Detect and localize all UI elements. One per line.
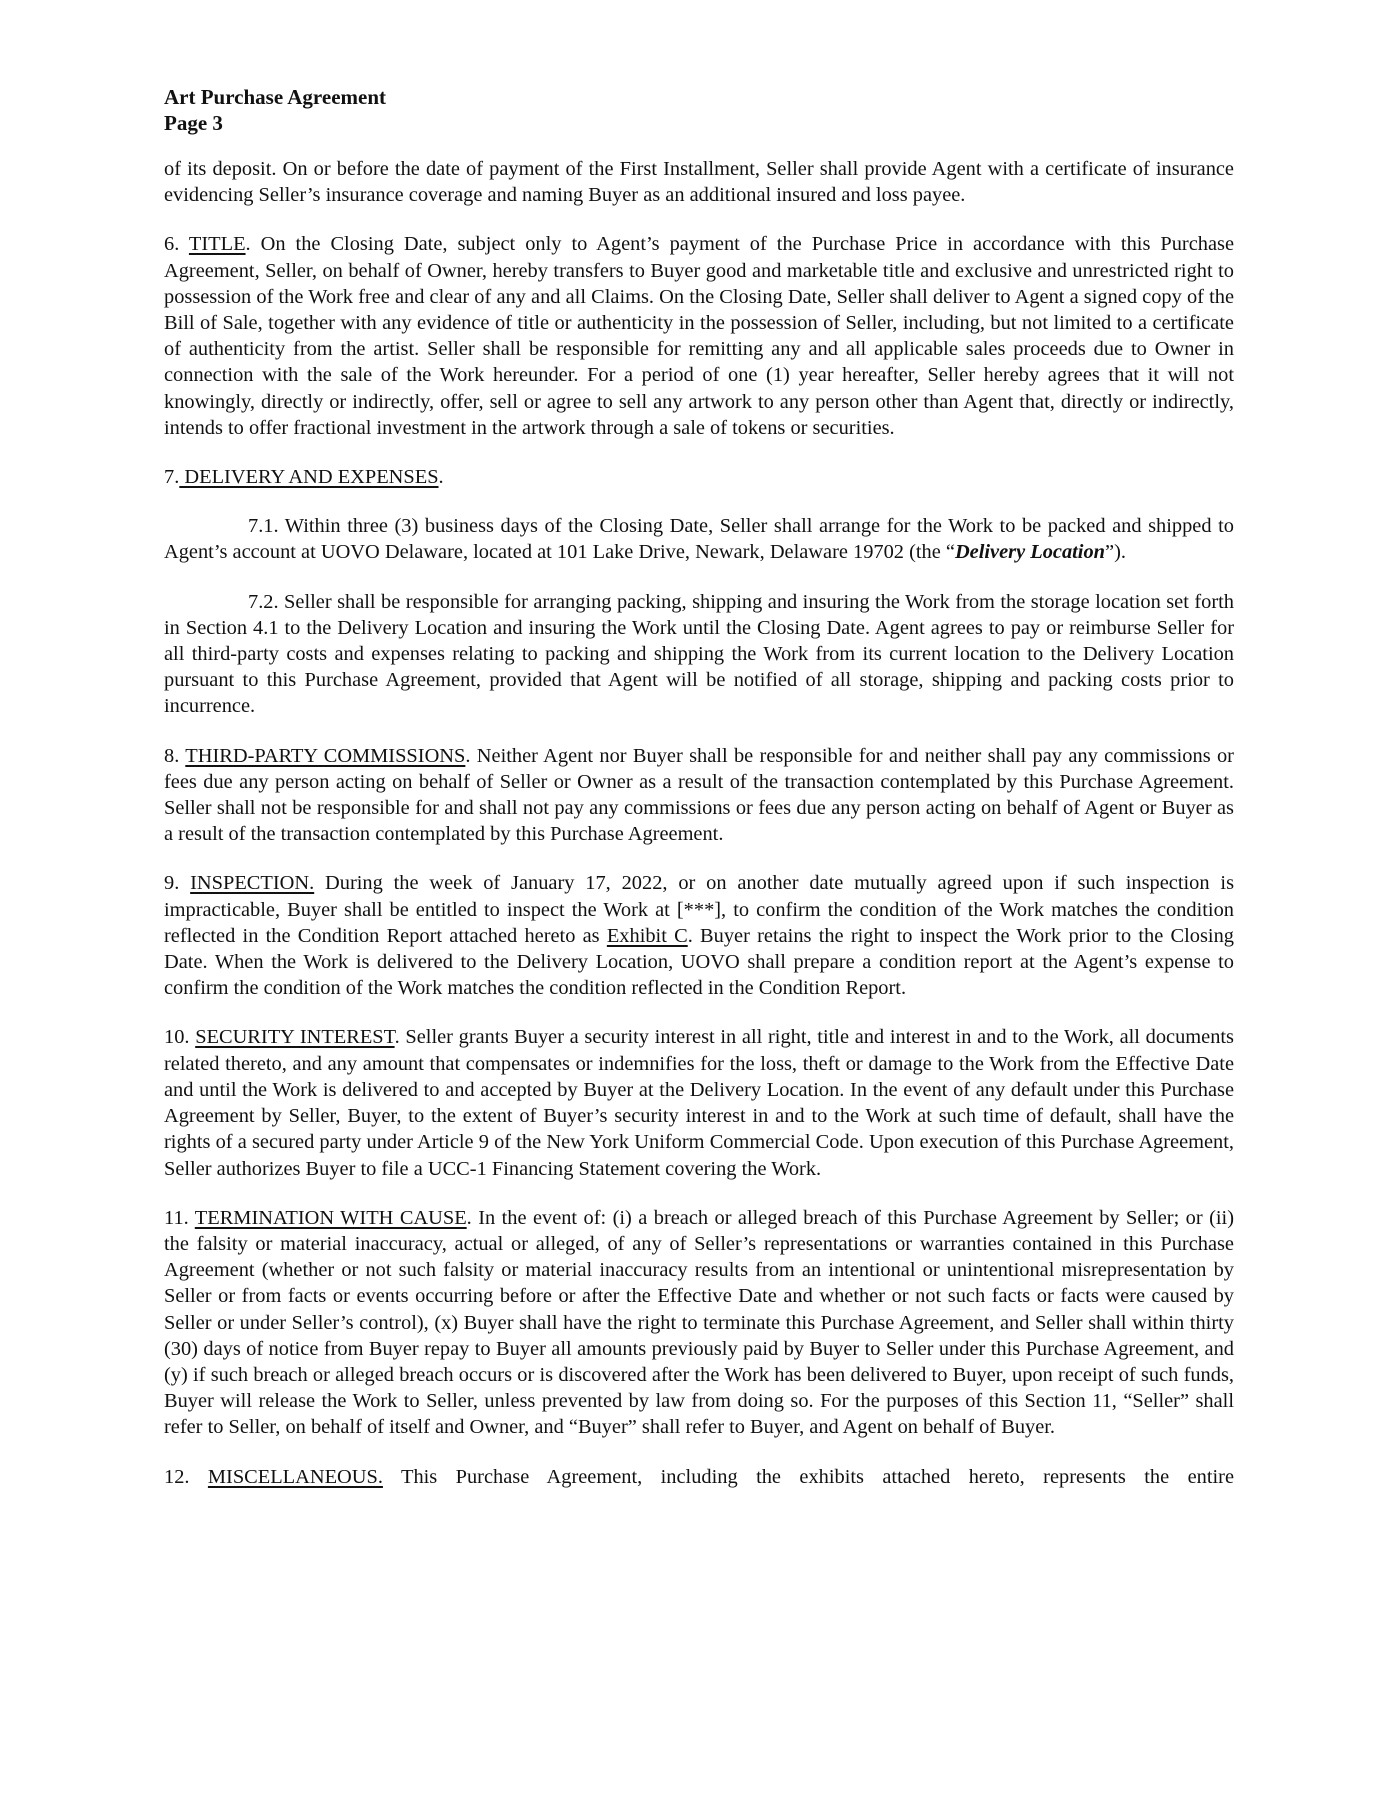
section-10-security-interest xyxy=(164,1024,1234,1181)
section-text: . In the event of: (i) a breach or alleged breach of this Purchase Agreement by Seller; or (ii) the falsity or material inaccuracy, actual or alleged, of any of Seller’s representations or warranties contained in this Purchase Agreement (whether or not such falsity or material inaccuracy results from an intentional or unintentional misrepresentation by Seller or from facts or events occurring before or after the Effective Date and whether or not such facts or facts were caused by Seller or under Seller’s control), (x) Buyer shall have the right to terminate this Purchase Agreement, and Seller shall within thirty (30) days of notice from Buyer repay to Buyer all amounts previously paid by Buyer to Seller under this Purchase Agreement, and (y) if such breach or alleged breach occurs or is discovered after the Work has been delivered to Buyer, upon receipt of such funds, Buyer will release the Work to Seller, unless prevented by law from doing so. For the purposes of this Section 11, “Seller” shall refer to Seller, on behalf of itself and Owner, and “Buyer” shall refer to Buyer, and Agent on behalf of Buyer. xyxy=(164,1206,1234,1439)
continued-text: of its deposit. On or before the date of payment of the First Installment, Seller shall provide Agent with a certificate of insurance evidencing Seller’s insurance coverage and naming Buyer as an additional insured and loss payee. xyxy=(164,158,1234,207)
section-text-continued: . Buyer retains the right to inspect the Work prior to the Closing Date. When the Work is delivered to the Delivery Location, UOVO shall prepare a condition report at the Agent’s expense to confirm the condition of the Work matches the condition reflected in the Condition Report. xyxy=(164,924,1234,1000)
section-text: . On the Closing Date, subject only to Agent’s payment of the Purchase Price in accordance with this Purchase Agreement, Seller, on behalf of Owner, hereby transfers to Buyer good and marketable title and exclusive and unrestricted right to possession of the Work free and clear of any and all Claims. On the Closing Date, Seller shall deliver to Agent a signed copy of the Bill of Sale, together with any evidence of title or authenticity in the possession of Seller, including, but not limited to a certificate of authenticity from the artist. Seller shall be responsible for remitting any and all applicable sales proceeds due to Owner in connection with the sale of the Work hereunder. For a period of one (1) year hereafter, Seller hereby agrees that it will not knowingly, directly or indirectly, offer, sell or agree to sell any artwork to any person other than Agent that, directly or indirectly, intends to offer fractional investment in the artwork through a sale of tokens or securities. xyxy=(164,233,1234,439)
section-number: 6. xyxy=(164,233,189,256)
continued-paragraph xyxy=(164,156,1234,208)
section-heading: TERMINATION WITH CAUSE xyxy=(194,1206,467,1229)
document-title: Art Purchase Agreement xyxy=(164,85,386,109)
page-header xyxy=(164,84,1234,136)
section-heading: SECURITY INTEREST xyxy=(195,1026,395,1049)
section-heading: THIRD-PARTY COMMISSIONS xyxy=(185,744,466,767)
section-6-title xyxy=(164,231,1234,441)
section-number: 8. xyxy=(164,744,186,767)
section-text: During the week of January 17, 2022, or on another date mutually agreed upon if such inspection is impracticable, Buyer shall be entitled to inspect the Work at [***], to confirm the condition of the Work matches the condition reflected in the Condition Report attached hereto as xyxy=(164,872,1235,947)
section-text: . xyxy=(438,466,444,489)
section-heading: MISCELLANEOUS. xyxy=(207,1465,383,1488)
section-number: 7. xyxy=(164,466,180,489)
section-7-2 xyxy=(164,589,1234,720)
document-page xyxy=(164,84,1234,1513)
section-7-delivery-expenses xyxy=(164,464,1234,490)
page-number: Page 3 xyxy=(164,111,223,135)
section-number: 10. xyxy=(164,1026,196,1049)
section-text: . Seller grants Buyer a security interest in all right, title and interest in and to the Work, all documents related thereto, and any amount that compensates or indemnifies for the loss, theft or damage to the Work from the Effective Date and until the Work is delivered to and accepted by Buyer at the Delivery Location. In the event of any default under this Purchase Agreement by Seller, Buyer, to the extent of Buyer’s security interest in and to the Work at such time of default, shall have the rights of a secured party under Article 9 of the New York Uniform Commercial Code. Upon execution of this Purchase Agreement, Seller authorizes Buyer to file a UCC-1 Financing Statement covering the Work. xyxy=(164,1026,1234,1180)
section-number: 9. xyxy=(164,872,191,895)
section-11-termination-with-cause xyxy=(164,1205,1234,1441)
section-heading: DELIVERY AND EXPENSES xyxy=(179,466,439,489)
section-text: This Purchase Agreement, including the exhibits attached hereto, represents the entire xyxy=(382,1465,1234,1488)
section-7-1 xyxy=(164,513,1234,565)
section-text: 7.2. Seller shall be responsible for arranging packing, shipping and insuring the Work from the storage location set forth in Section 4.1 to the Delivery Location and insuring the Work until the Closing Date. Agent agrees to pay or reimburse Seller for all third-party costs and expenses relating to packing and shipping the Work from its current location to the Delivery Location pursuant to this Purchase Agreement, provided that Agent will be notified of all storage, shipping and packing costs prior to incurrence. xyxy=(164,590,1234,718)
section-12-miscellaneous xyxy=(164,1464,1234,1490)
section-text: 7.1. Within three (3) business days of the Closing Date, Seller shall arrange for the Work to be packed and shipped to Agent’s account at UOVO Delaware, located at 101 Lake Drive, Newark, Delaware 19702 (the “ xyxy=(164,515,1234,564)
exhibit-reference: Exhibit C xyxy=(606,924,688,947)
section-text: . Neither Agent nor Buyer shall be responsible for and neither shall pay any commissions or fees due any person acting on behalf of Seller or Owner as a result of the transaction contemplated by this Purchase Agreement. Seller shall not be responsible for and shall not pay any commissions or fees due any person acting on behalf of Agent or Buyer as a result of the transaction contemplated by this Purchase Agreement. xyxy=(164,744,1234,846)
section-9-inspection xyxy=(164,870,1234,1001)
section-heading: INSPECTION. xyxy=(190,872,315,895)
section-8-third-party-commissions xyxy=(164,743,1234,848)
defined-term: Delivery Location xyxy=(954,541,1106,564)
section-number: 11. xyxy=(164,1206,195,1229)
section-heading: TITLE xyxy=(188,233,246,256)
section-text-end: ”). xyxy=(1105,541,1126,564)
section-number: 12. xyxy=(164,1465,208,1488)
